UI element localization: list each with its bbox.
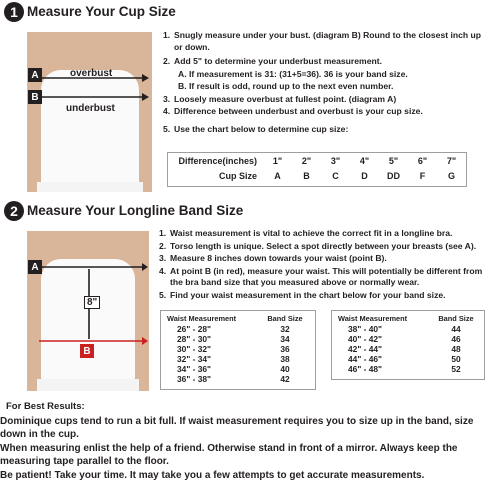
overbust-label: overbust [70, 68, 113, 79]
torso-length-label: 8" [84, 296, 100, 309]
band-step-1: 1. Waist measurement is vital to achieve the correct fit in a longline bra. [159, 228, 453, 238]
cup-size-instructions [163, 30, 485, 136]
band-row: 30" - 32" 36 [177, 344, 290, 354]
band-step-5: 5. Find your waist measurement in the chart below for your band size. [159, 289, 446, 300]
results-paragraph-2: When measuring enlist the help of a friend. Otherwise stand in front of a mirror. Always keep the measuring tape parallel to the floor. [0, 443, 458, 467]
cup-step-2b: B. If result is odd, round up to the next even number. [178, 81, 394, 91]
band-row: 40" - 42" 46 [348, 334, 461, 344]
marker-a: A [28, 68, 42, 82]
step-2-badge: 2 [4, 201, 24, 221]
band-size-photo [27, 231, 149, 391]
results-paragraph-3: Be patient! Take your time. It may take you a few attempts to get accurate measurements. [0, 470, 425, 481]
cup-table-cupsize-row: Cup Size A B C D DD F G [218, 171, 455, 181]
cup-step-3: 3. Loosely measure overbust at fullest point. (diagram A) [163, 93, 397, 104]
band-size-instructions [159, 228, 487, 302]
underbust-label: underbust [66, 103, 115, 114]
band-measure-lines [27, 231, 149, 391]
band-row: 34" - 36" 40 [177, 364, 290, 374]
step-1-badge: 1 [4, 2, 24, 22]
band-marker-a: A [28, 260, 42, 274]
band-step-4: 4. At point B (in red), measure your waist. This will potentially be different from the bra band size that you measured above or normally wear. [159, 265, 483, 287]
band-row: 46" - 48" 52 [348, 364, 461, 374]
best-results-heading: For Best Results: [6, 401, 85, 412]
cup-step-4: 4. Difference between underbust and overbust is your cup size. [163, 106, 423, 116]
band-row: 44" - 46" 50 [348, 354, 461, 364]
marker-b: B [28, 90, 42, 104]
results-paragraph-1: Dominique cups tend to run a bit full. If waist measurement requires you to size up in the band, size down in the cup. [0, 416, 474, 440]
band-row: 28" - 30" 34 [177, 334, 290, 344]
band-step-3: 3. Measure 8 inches down towards your waist (point B). [159, 253, 387, 263]
band-step-2: 2. Torso length is unique. Select a spot directly between your breasts (see A). [159, 240, 477, 251]
band-marker-b: B [80, 344, 94, 358]
band-table-right: Waist Measurement Band Size 38" - 40" 44 40" - 42" 46 42" - 44" 48 44" - 46" 50 46" - 48" 52 [331, 310, 485, 380]
band-table-left: Waist Measurement Band Size 26" - 28" 32 28" - 30" 34 30" - 32" 36 32" - 34" 38 34" - 36" 40 36" - 38" 42 [160, 310, 316, 390]
cup-step-2: 2. Add 5" to determine your underbust measurement. [163, 56, 382, 66]
band-size-heading: Measure Your Longline Band Size [27, 203, 244, 218]
cup-table-difference-row: Difference(inches) 1" 2" 3" 4" 5" 6" 7" [178, 156, 457, 166]
band-row: 38" - 40" 44 [348, 324, 461, 334]
band-row: 32" - 34" 38 [177, 354, 290, 364]
cup-step-5: 5. Use the chart below to determine cup size: [163, 123, 349, 134]
cup-size-heading: Measure Your Cup Size [27, 4, 176, 19]
cup-step-1: 1. Snugly measure under your bust. (diagram B) Round to the closest inch up or down. [163, 30, 482, 52]
band-row: 42" - 44" 48 [348, 344, 461, 354]
cup-step-2a: A. If measurement is 31: (31+5=36). 36 is your band size. [178, 68, 408, 79]
band-row: 36" - 38" 42 [177, 374, 290, 384]
band-row: 26" - 28" 32 [177, 324, 290, 334]
